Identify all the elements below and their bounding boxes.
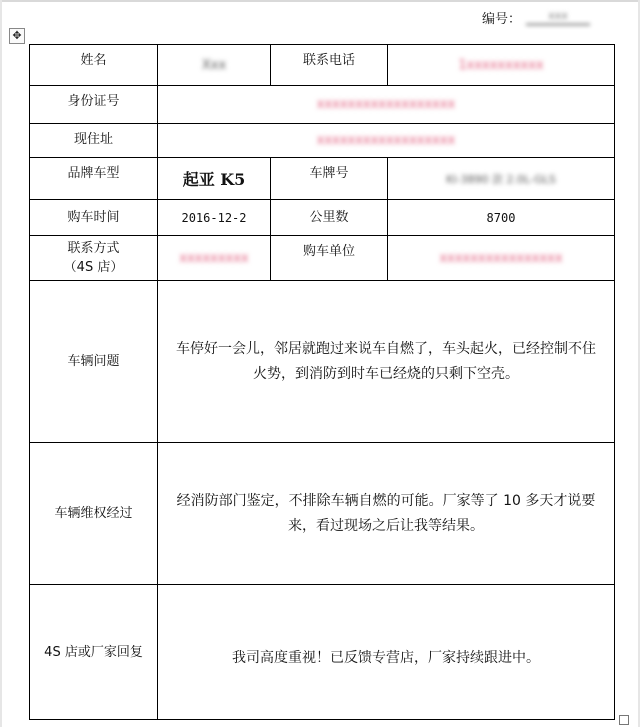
phone-label: 联系电话 — [271, 45, 388, 86]
phone-value-cell — [388, 45, 615, 86]
page-left-edge — [0, 0, 2, 727]
contact-label: 联系方式 — [67, 241, 120, 256]
name-label: 姓名 — [30, 45, 158, 86]
move-icon[interactable]: ✥ — [9, 28, 25, 44]
name-value-cell — [158, 45, 271, 86]
page-top-edge — [0, 0, 640, 2]
rights-label: 车辆维权经过 — [30, 443, 158, 585]
purchase-date-label: 购车时间 — [30, 200, 158, 236]
reply-text: 我司高度重视！已反馈专营店，厂家持续跟进中。 — [158, 585, 615, 720]
purchase-date-value: 2016-12-2 — [158, 200, 271, 236]
phone-value: 1xxxxxxxxxx — [458, 57, 544, 73]
dealer-label: 购车单位 — [271, 236, 388, 281]
document-number-label: 编号： — [482, 12, 522, 27]
address-value: xxxxxxxxxxxxxxxxxx — [316, 133, 456, 148]
document-number-value: xxx — [526, 8, 590, 25]
dealer-value-cell — [388, 236, 615, 281]
reply-label: 4S 店或厂家回复 — [30, 585, 158, 720]
contact-value-cell — [158, 236, 271, 281]
id-label: 身份证号 — [30, 86, 158, 124]
plate-value: KI-3890 款 2.0L-GLS — [446, 172, 556, 186]
name-value: Xxx — [201, 57, 227, 73]
complaint-form-table — [29, 44, 615, 720]
contact-value: xxxxxxxxx — [179, 250, 249, 266]
row-date-mileage — [30, 200, 615, 236]
model-value-cell — [158, 158, 271, 200]
mileage-label: 公里数 — [271, 200, 388, 236]
row-reply — [30, 585, 615, 720]
dealer-value: xxxxxxxxxxxxxxxx — [439, 250, 563, 266]
model-label: 品牌车型 — [30, 158, 158, 200]
row-issue — [30, 281, 615, 443]
plate-label: 车牌号 — [271, 158, 388, 200]
row-rights — [30, 443, 615, 585]
contact-label-sub: （4S 店） — [63, 260, 124, 275]
row-name-phone — [30, 45, 615, 86]
plate-value-cell — [388, 158, 615, 200]
address-label: 现住址 — [30, 124, 158, 158]
issue-label: 车辆问题 — [30, 281, 158, 443]
row-model-plate — [30, 158, 615, 200]
issue-text: 车停好一会儿，邻居就跑过来说车自燃了，车头起火，已经控制不住火势，到消防到时车已经烧的只剩下空壳。 — [158, 281, 615, 443]
row-address — [30, 124, 615, 158]
contact-label-cell — [30, 236, 158, 281]
row-id — [30, 86, 615, 124]
row-contact-dealer — [30, 236, 615, 281]
table-resize-handle[interactable] — [619, 715, 629, 725]
address-value-cell — [158, 124, 615, 158]
model-value: 起亚 K5 — [182, 170, 246, 189]
rights-text: 经消防部门鉴定，不排除车辆自燃的可能。厂家等了 10 多天才说要来，看过现场之后让我等结果。 — [158, 443, 615, 585]
mileage-value: 8700 — [388, 200, 615, 236]
id-value: xxxxxxxxxxxxxxxxxx — [316, 97, 456, 112]
id-value-cell — [158, 86, 615, 124]
